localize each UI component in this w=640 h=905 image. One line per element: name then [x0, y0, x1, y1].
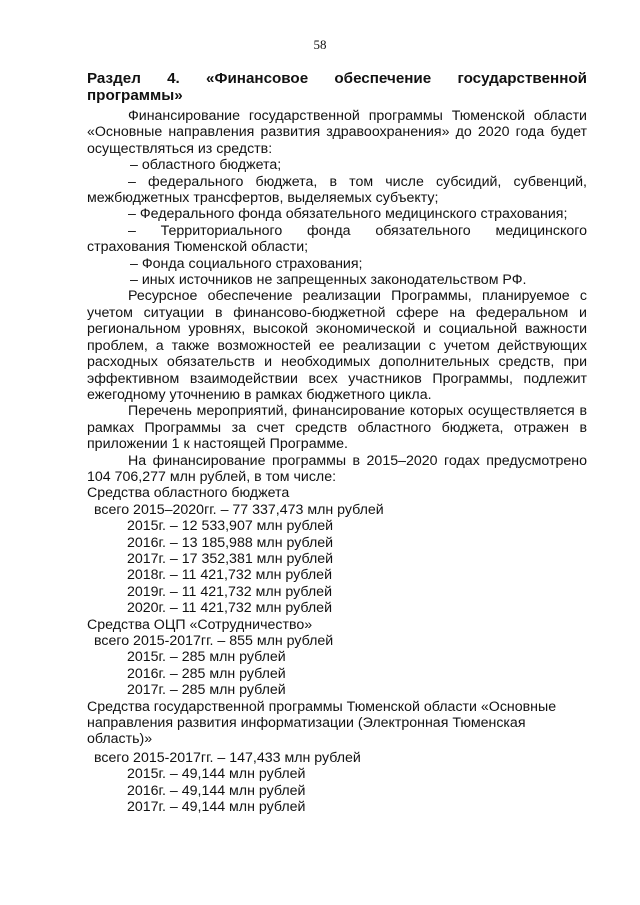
informatization-year: 2017г. – 49,144 млн рублей	[127, 799, 306, 816]
ocp-title: Средства ОЦП «Сотрудничество»	[87, 616, 313, 633]
regional-budget-year: 2017г. – 17 352,381 млн рублей	[127, 550, 334, 567]
regional-budget-year: 2019г. – 11 421,732 млн рублей	[127, 583, 332, 600]
section-title-word: обеспечение	[334, 70, 432, 87]
ocp-year: 2016г. – 285 млн рублей	[127, 665, 286, 682]
source-other: – иных источников не запрещенных законодательством РФ.	[130, 272, 527, 289]
resource-paragraph: Ресурсное обеспечение реализации Программы, планируемое с учетом ситуации в финансово-бюджетной сфере на федеральном и региональном уровнях, высокой экономической и социальной важности проблем, а также возможностей ее реализации с учетом действующих расходных обязательств и необходимых дополнительных средств, при эффективном взаимодействии всех участников Программы, подлежит ежегодному уточнению в рамках бюджетного цикла.	[87, 288, 587, 403]
regional-budget-year: 2016г. – 13 185,988 млн рублей	[127, 534, 334, 551]
section-title-line-2: программы»	[87, 87, 183, 104]
source-tfoms: – Территориального фонда обязательного медицинского страхования Тюменской области;	[87, 222, 587, 256]
source-ffoms: – Федерального фонда обязательного медицинского страхования;	[128, 206, 568, 223]
informatization-year: 2016г. – 49,144 млн рублей	[127, 782, 306, 799]
regional-budget-title: Средства областного бюджета	[87, 485, 290, 502]
total-intro-line-1: На финансирование программы в 2015–2020 годах предусмотрено	[128, 452, 587, 469]
section-title-line-1	[87, 70, 587, 87]
ocp-year: 2017г. – 285 млн рублей	[127, 682, 286, 699]
informatization-title-line-1: Средства государственной программы Тюменской области «Основные	[87, 698, 557, 715]
source-regional: – областного бюджета;	[130, 157, 282, 174]
page-content	[87, 70, 587, 815]
regional-budget-year: 2018г. – 11 421,732 млн рублей	[127, 567, 332, 584]
section-title	[87, 70, 587, 104]
section-title-word: «Финансовое	[206, 70, 309, 87]
source-federal: – федерального бюджета, в том числе субсидий, субвенций, межбюджетных трансфертов, выделяемых субъекту;	[87, 173, 587, 207]
informatization-title-line-2: направления развития информатизации (Электронная Тюменская	[87, 715, 526, 732]
source-fss: – Фонда социального страхования;	[130, 255, 363, 272]
ocp-year: 2015г. – 285 млн рублей	[127, 649, 286, 666]
section-title-word: Раздел	[87, 70, 141, 87]
ocp-total: всего 2015-2017гг. – 855 млн рублей	[94, 633, 334, 649]
section-title-word: государственной	[457, 70, 587, 87]
page-number: 58	[313, 37, 327, 52]
informatization-title-line-3: область)»	[87, 731, 153, 748]
section-title-word: 4.	[167, 70, 180, 87]
regional-budget-year: 2015г. – 12 533,907 млн рублей	[127, 518, 334, 535]
measures-paragraph: Перечень мероприятий, финансирование которых осуществляется в рамках Программы за счет средств областного бюджета, отражен в приложении 1 к настоящей Программе.	[87, 403, 587, 453]
intro-paragraph: Финансирование государственной программы Тюменской области «Основные направления развития здравоохранения» до 2020 года будет осуществляться из средств:	[87, 108, 587, 157]
regional-budget-year: 2020г. – 11 421,732 млн рублей	[127, 600, 332, 617]
regional-budget-total: всего 2015–2020гг. – 77 337,473 млн рублей	[94, 501, 384, 518]
total-intro-line-2: 104 706,277 млн рублей, в том числе:	[87, 468, 337, 485]
informatization-total: всего 2015-2017гг. – 147,433 млн рублей	[94, 749, 361, 766]
informatization-year: 2015г. – 49,144 млн рублей	[127, 766, 306, 783]
